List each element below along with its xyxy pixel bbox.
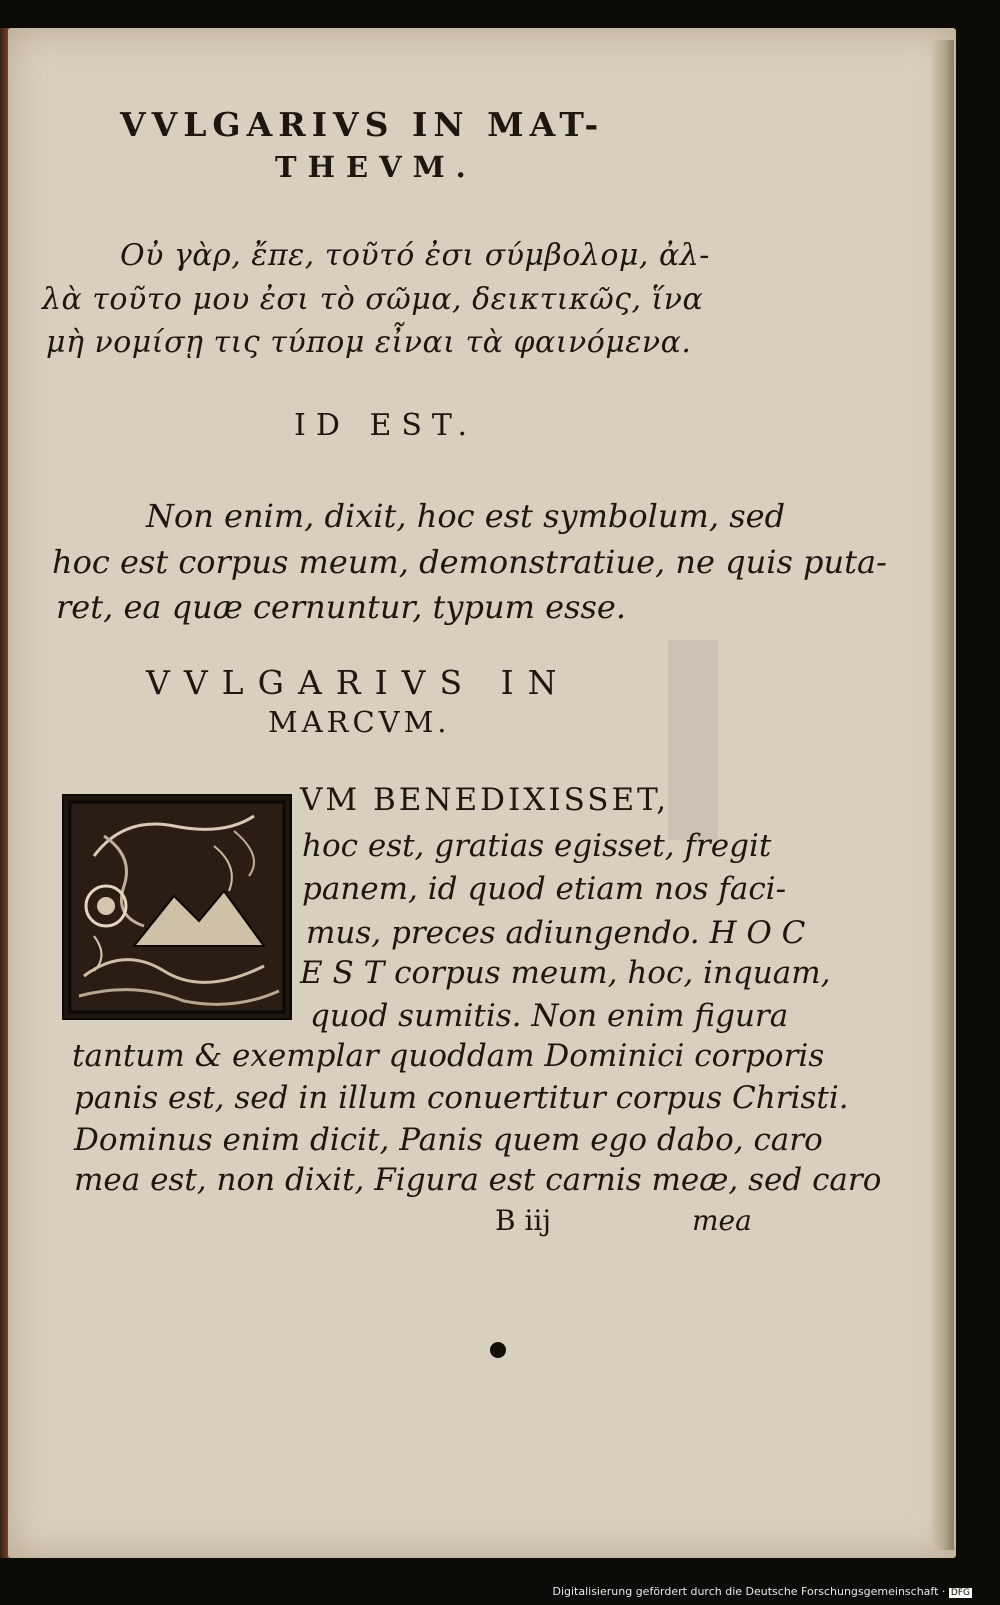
heading-marcum-line2: MARCVM. bbox=[268, 705, 451, 739]
heading-matthew-line1: VVLGARIVS IN MAT- bbox=[120, 105, 605, 144]
body-line-10: mea est, non dixit, Figura est carnis meæ, sed caro bbox=[74, 1162, 882, 1198]
greek-line-2: λὰ τοῦτο μου ἐσι τὸ σῶμα, δεικτικῶς, ἵνα bbox=[42, 282, 704, 317]
latin-line-2: hoc est corpus meum, demonstratiue, ne quis puta- bbox=[52, 543, 887, 581]
body-line-3: panem, id quod etiam nos faci- bbox=[302, 871, 787, 907]
woodcut-initial-c bbox=[62, 794, 292, 1020]
body-line-8: panis est, sed in illum conuertitur corpus Christi. bbox=[74, 1080, 849, 1116]
footer-text: Digitalisierung gefördert durch die Deutsche Forschungsgemeinschaft bbox=[552, 1585, 939, 1598]
greek-line-3: μὴ νομίσῃ τις τύπομ εἶναι τὰ φαινόμενα. bbox=[46, 325, 692, 360]
heading-matthew-line2: THEVM. bbox=[275, 150, 477, 184]
body-line-4: mus, preces adiungendo. H O C bbox=[306, 915, 806, 951]
body-line-1: VM BENEDIXISSET, bbox=[300, 782, 670, 818]
page-edge bbox=[932, 40, 954, 1550]
latin-line-1: Non enim, dixit, hoc est symbolum, sed bbox=[146, 497, 786, 535]
ink-dot bbox=[490, 1342, 506, 1358]
woodcut-illustration bbox=[64, 796, 290, 1018]
signature-mark: B iij bbox=[495, 1204, 552, 1237]
body-line-7: tantum & exemplar quoddam Dominici corporis bbox=[72, 1038, 825, 1074]
body-line-6: quod sumitis. Non enim figura bbox=[310, 998, 789, 1034]
dfg-badge: DFG bbox=[950, 1588, 970, 1598]
latin-line-3: ret, ea quæ cernuntur, typum esse. bbox=[56, 588, 626, 626]
body-line-9: Dominus enim dicit, Panis quem ego dabo, caro bbox=[74, 1122, 823, 1158]
body-line-5: E S T corpus meum, hoc, inquam, bbox=[300, 955, 831, 991]
heading-marcum-line1: VVLGARIVS IN bbox=[146, 663, 571, 702]
bleed-through-shadow bbox=[668, 640, 718, 840]
catchword: mea bbox=[692, 1204, 752, 1237]
digitization-footer: Digitalisierung gefördert durch die Deutsche Forschungsgemeinschaft · DFG bbox=[552, 1585, 970, 1598]
body-line-2: hoc est, gratias egisset, fregit bbox=[302, 828, 772, 864]
greek-line-1: Οὐ γὰρ, ἔπε, τοῦτό ἐσι σύμβολομ, ἀλ- bbox=[120, 238, 710, 273]
id-est-heading: ID EST. bbox=[294, 408, 478, 443]
